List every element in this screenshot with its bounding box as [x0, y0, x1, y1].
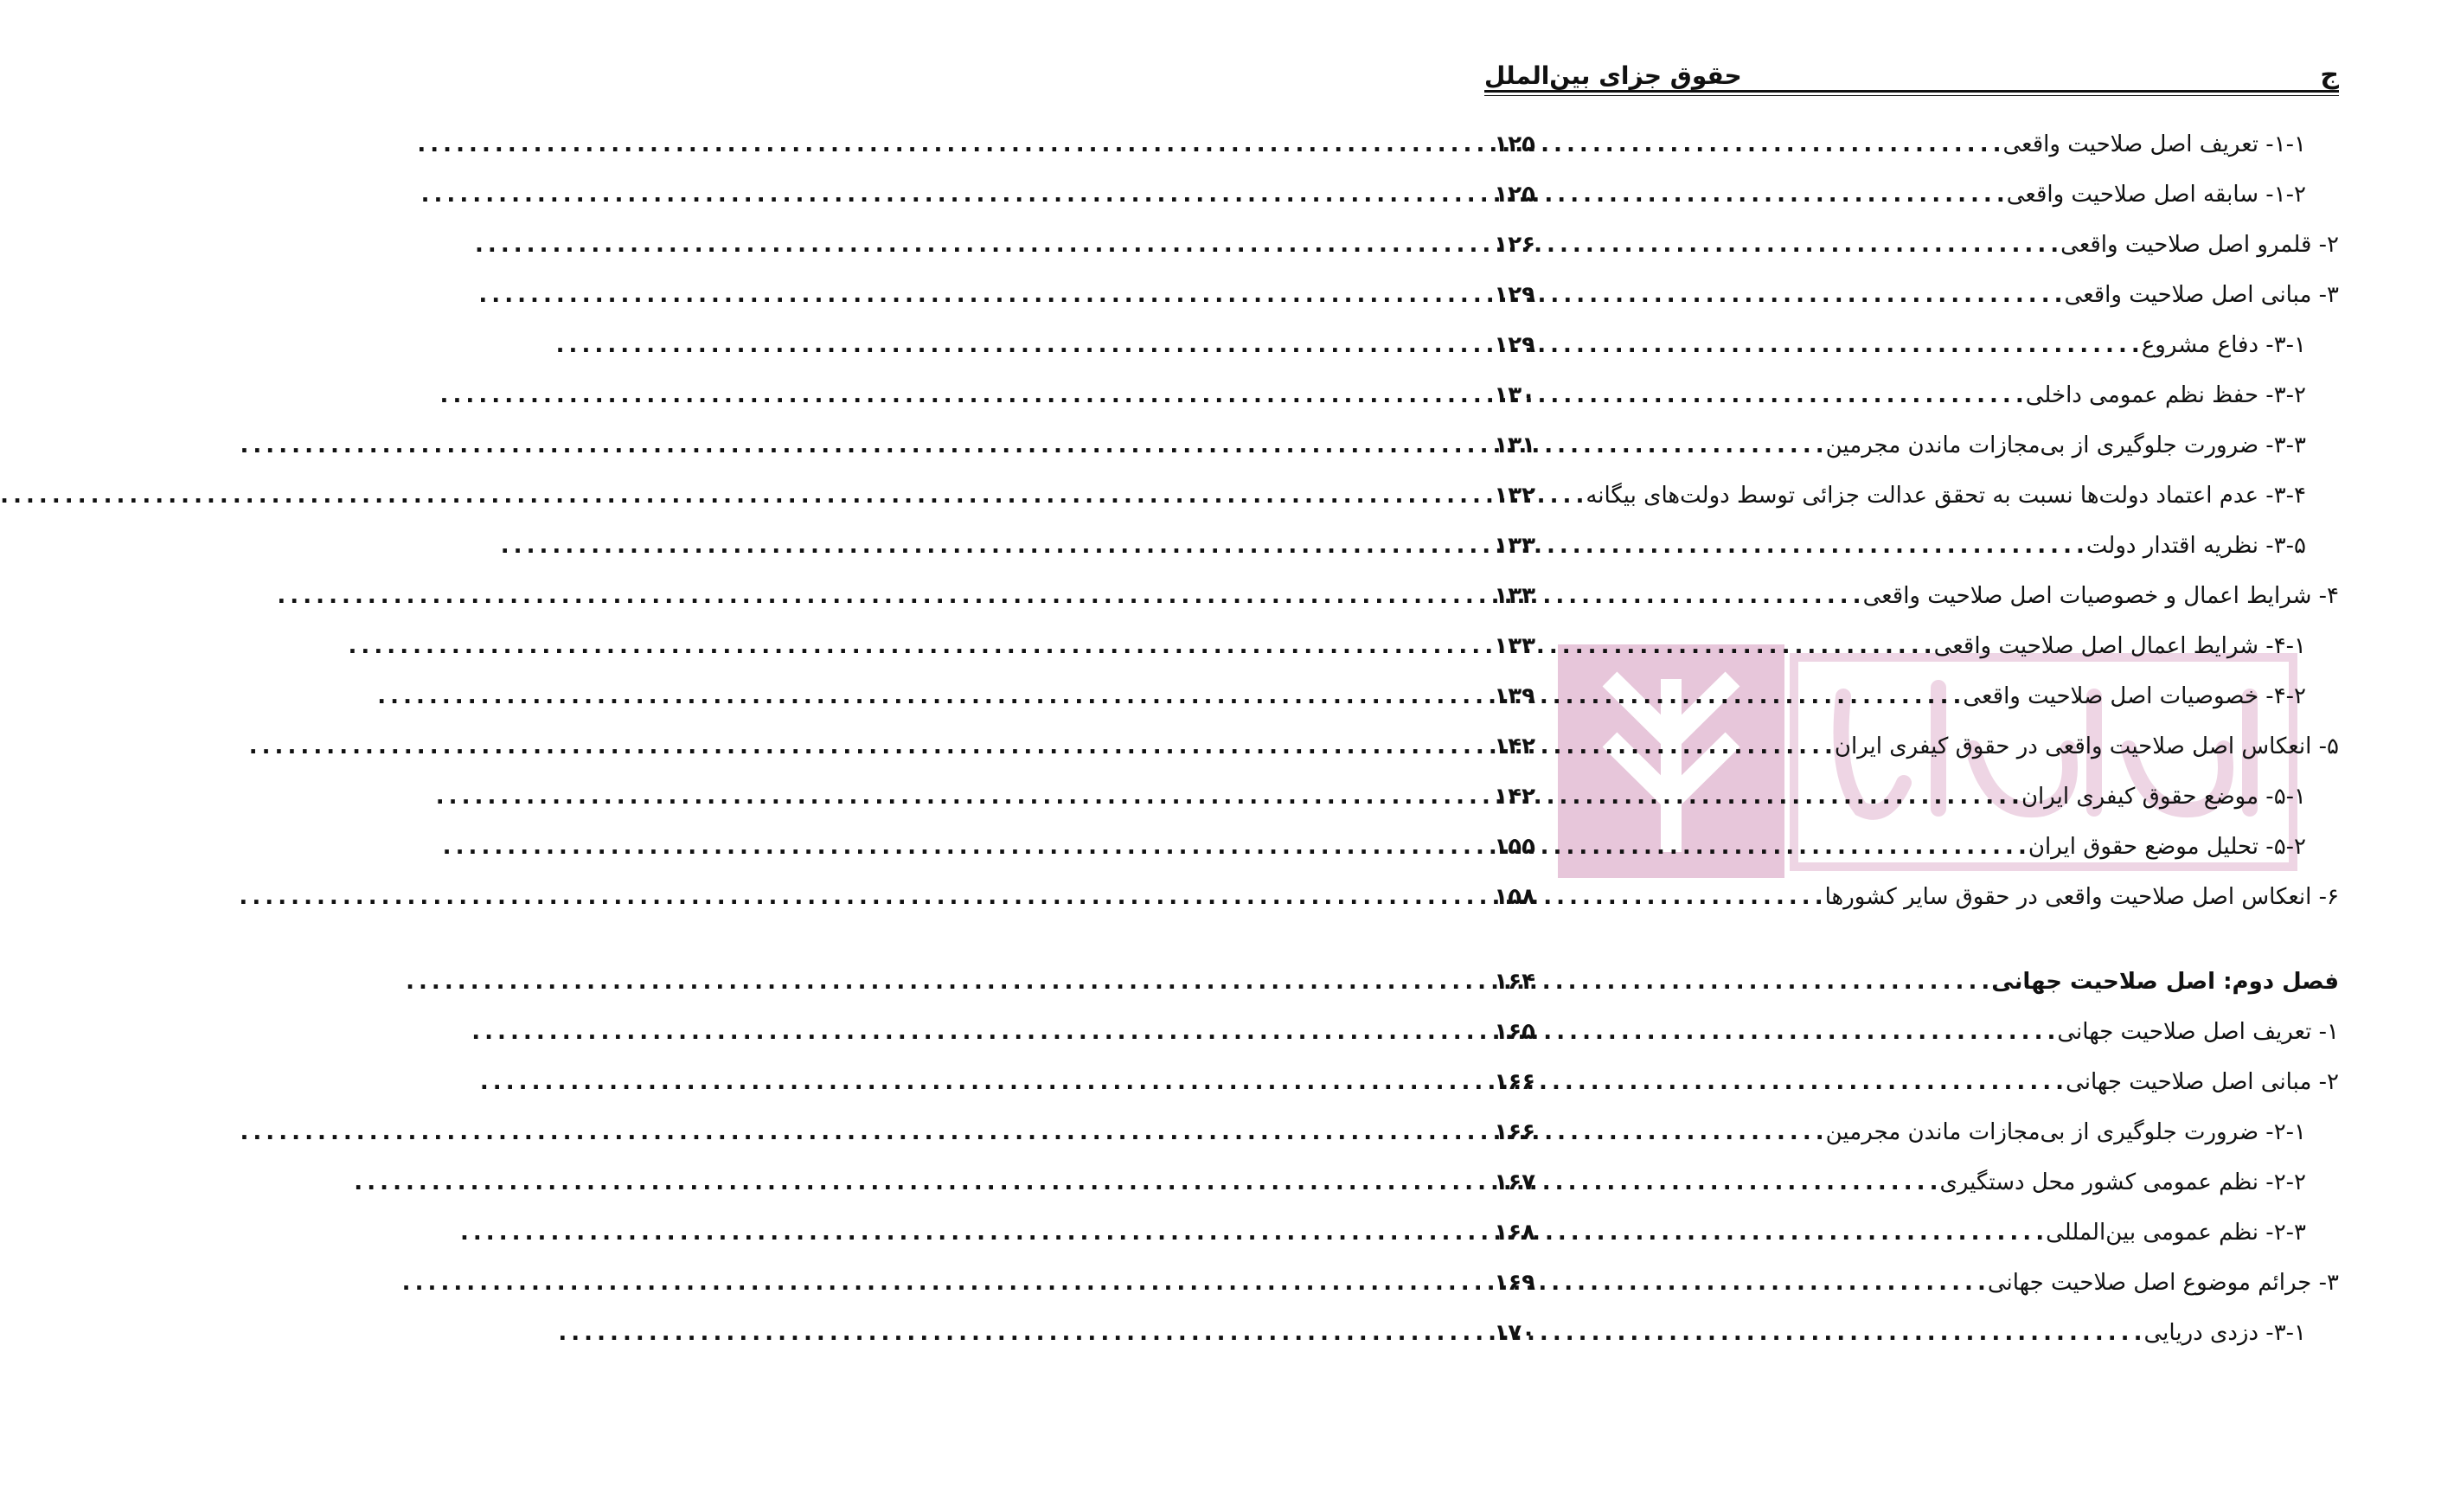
toc-entry: [1494, 1107, 2339, 1157]
leader-dots: [1539, 270, 2061, 320]
header-rule-thin: [1484, 95, 2339, 96]
toc-entry-text: ۲-۳- نظم عمومی بین‌المللی: [2046, 1220, 2306, 1246]
toc-entry-text: ۳-۲- حفظ نظم عمومی داخلی: [2025, 382, 2306, 408]
toc-entry-text: ۱-۲- سابقه اصل صلاحیت واقعی: [2006, 182, 2306, 208]
toc-entry-page: ۱۲۵: [1494, 182, 1535, 208]
toc-entry: [1494, 1308, 2339, 1358]
toc-entry-text: ۲- مبانی اصل صلاحیت جهانی: [2066, 1069, 2339, 1095]
toc-entry-text: ۱- تعریف اصل صلاحیت جهانی: [2057, 1019, 2339, 1045]
toc-entry-page: ۱۷۰: [1494, 1320, 1535, 1346]
toc-entry-text: ۲- قلمرو اصل صلاحیت واقعی: [2060, 232, 2339, 258]
toc-entry-text: ۳-۵- نظریه اقتدار دولت: [2085, 533, 2306, 559]
toc-entry-text: ۵- انعکاس اصل صلاحیت واقعی در حقوق کیفری ایران: [1834, 734, 2339, 759]
toc-entry-page: ۱۶۵: [1494, 1019, 1535, 1045]
toc-entry: [1494, 1157, 2339, 1208]
leader-dots: [1539, 1258, 1984, 1308]
toc-entry-text: ۲-۱- ضرورت جلوگیری از بی‌مجازات ماندن مجرمین: [1825, 1119, 2306, 1145]
leader-dots: [1539, 1107, 1823, 1157]
toc-entry-page: ۱۴۲: [1494, 734, 1535, 759]
toc-entry: [1494, 772, 2339, 822]
toc-entry-page: ۱۴۲: [1494, 784, 1535, 810]
toc-entry: [1494, 119, 2339, 170]
toc-entry-page: ۱۲۶: [1494, 232, 1535, 258]
toc-entry: [1494, 471, 2339, 521]
toc-entry-text: ۵-۱- موضع حقوق کیفری ایران: [2021, 784, 2306, 810]
toc-entry: [1494, 571, 2339, 621]
section-gap: [1497, 922, 2339, 957]
toc-entry: [1494, 671, 2339, 721]
toc-entry: [1494, 721, 2339, 772]
toc-entry-text: ۶- انعکاس اصل صلاحیت واقعی در حقوق سایر کشورها: [1824, 884, 2339, 910]
toc-entry-page: ۱۶۶: [1494, 1119, 1535, 1145]
toc-entry-page: ۱۳۰: [1494, 382, 1535, 408]
toc-entry: [1494, 170, 2339, 220]
toc-entry: [1494, 1258, 2339, 1308]
toc-entry: [1494, 370, 2339, 420]
leader-dots: [1539, 721, 1831, 772]
toc-entry-text: ۴-۲- خصوصیات اصل صلاحیت واقعی: [1963, 683, 2306, 709]
toc-entry: [1494, 320, 2339, 370]
leader-dots: [1539, 471, 1582, 521]
leader-dots: [1539, 170, 2003, 220]
toc-entry: [1494, 872, 2339, 922]
toc-entry-page: ۱۳۲: [1494, 483, 1535, 509]
chapter-title-text: فصل دوم: اصل صلاحیت جهانی: [1991, 969, 2339, 995]
leader-dots: [1539, 119, 2000, 170]
page-header: [1484, 43, 2339, 88]
toc-entry: [1494, 822, 2339, 872]
chapter-title: [1494, 957, 2339, 1007]
chapter-title-page: ۱۶۴: [1494, 969, 1535, 995]
leader-dots: [1539, 1007, 2053, 1057]
leader-dots: [1539, 521, 2083, 571]
toc-entry-page: ۱۶۶: [1494, 1069, 1535, 1095]
toc-part-2: [1494, 1007, 2339, 1358]
leader-dots: [1539, 957, 1988, 1007]
leader-dots: [1539, 420, 1823, 471]
page-letter: ج: [2320, 60, 2339, 90]
toc-entry-text: ۴-۱- شرایط اعمال اصل صلاحیت واقعی: [1933, 633, 2306, 659]
toc-entry-page: ۱۲۵: [1494, 131, 1535, 157]
header-rule-thick: [1484, 90, 2339, 93]
toc-entry-page: ۱۶۸: [1494, 1220, 1535, 1246]
leader-dots: [1539, 320, 2138, 370]
toc-entry-page: ۱۲۹: [1494, 282, 1535, 308]
toc-entry: [1494, 220, 2339, 270]
toc-entry: [1494, 621, 2339, 671]
leader-dots: [1539, 1057, 2062, 1107]
toc-entry-text: ۴- شرایط اعمال و خصوصیات اصل صلاحیت واقعی: [1862, 583, 2339, 609]
toc-entry: [1494, 270, 2339, 320]
table-of-contents: [1494, 119, 2339, 1358]
toc-entry-text: ۱-۱- تعریف اصل صلاحیت واقعی: [2002, 131, 2306, 157]
toc-entry-page: ۱۶۹: [1494, 1270, 1535, 1296]
toc-entry: [1494, 521, 2339, 571]
toc-entry-text: ۳- جرائم موضوع اصل صلاحیت جهانی: [1987, 1270, 2339, 1296]
toc-entry-text: ۳-۱- دزدی دریایی: [2143, 1320, 2306, 1346]
toc-entry: [1494, 1057, 2339, 1107]
leader-dots: [1539, 621, 1931, 671]
toc-entry-page: ۱۲۹: [1494, 332, 1535, 358]
leader-dots: [1539, 571, 1860, 621]
leader-dots: [1539, 220, 2057, 270]
toc-entry-page: ۱۳۳: [1494, 633, 1535, 659]
leader-dots: [1539, 1208, 2042, 1258]
toc-entry-page: ۱۵۸: [1494, 884, 1535, 910]
toc-entry-text: ۳-۴- عدم اعتماد دولت‌ها نسبت به تحقق عدالت جزائی توسط دولت‌های بیگانه: [1586, 483, 2306, 509]
toc-entry: [1494, 1208, 2339, 1258]
toc-entry: [1494, 420, 2339, 471]
leader-dots: [1539, 1308, 2141, 1358]
leader-dots: [1539, 872, 1822, 922]
toc-entry-page: ۱۶۷: [1494, 1169, 1535, 1195]
leader-dots: [1539, 1157, 1936, 1208]
toc-entry-page: ۱۳۳: [1494, 533, 1535, 559]
toc-entry-text: ۲-۲- نظم عمومی کشور محل دستگیری: [1939, 1169, 2306, 1195]
toc-entry-page: ۱۵۵: [1494, 834, 1535, 860]
toc-entry-text: ۵-۲- تحلیل موضع حقوق ایران: [2028, 834, 2306, 860]
leader-dots: [1539, 772, 2018, 822]
toc-entry-text: ۳-۳- ضرورت جلوگیری از بی‌مجازات ماندن مجرمین: [1825, 432, 2306, 458]
toc-part-1: [1494, 119, 2339, 922]
leader-dots: [1539, 370, 2022, 420]
book-title: حقوق جزای بین‌الملل: [1484, 61, 1742, 90]
leader-dots: [1539, 671, 1959, 721]
toc-entry-page: ۱۳۱: [1494, 432, 1535, 458]
toc-entry-page: ۱۳۹: [1494, 683, 1535, 709]
toc-entry-text: ۳-۱- دفاع مشروع: [2141, 332, 2306, 358]
leader-dots: [1539, 822, 2025, 872]
toc-entry: [1494, 1007, 2339, 1057]
toc-entry-page: ۱۳۳: [1494, 583, 1535, 609]
toc-entry-text: ۳- مبانی اصل صلاحیت واقعی: [2064, 282, 2339, 308]
